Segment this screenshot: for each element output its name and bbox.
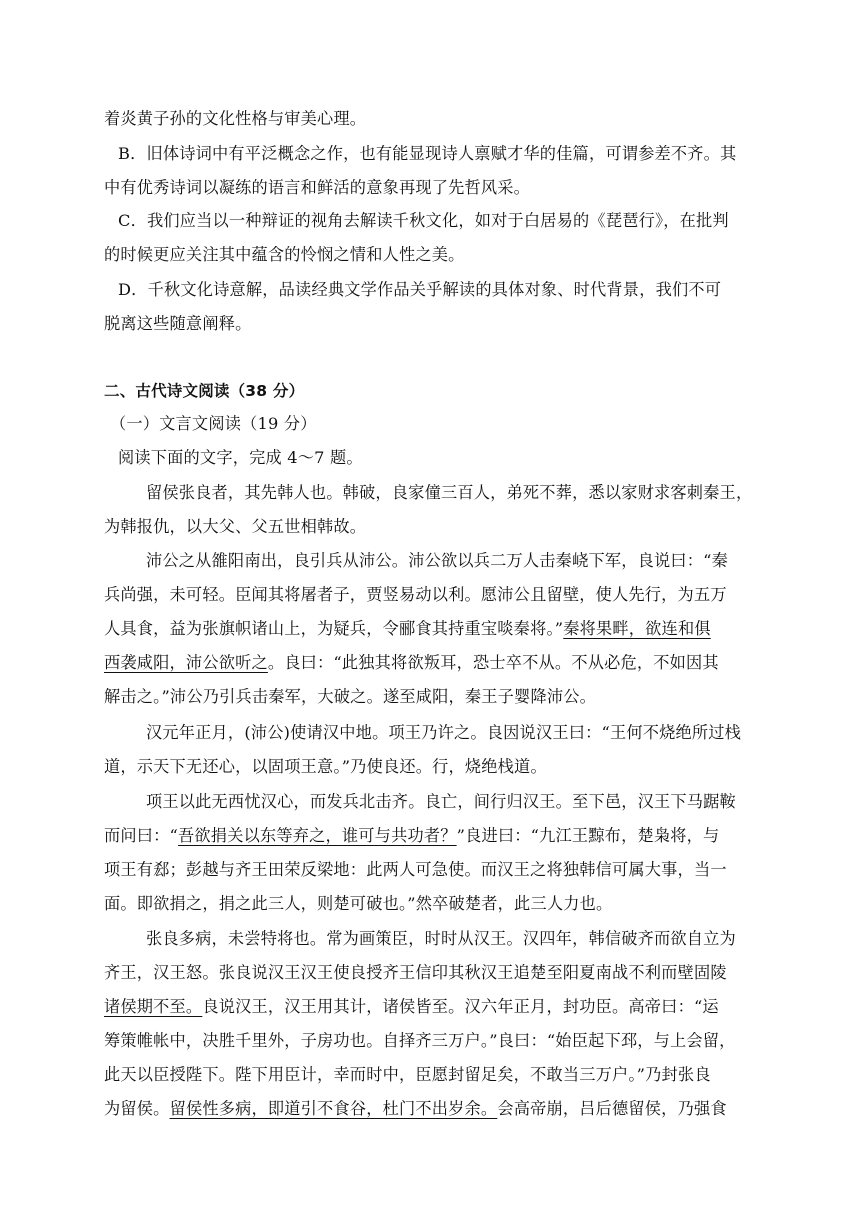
passage-para-3-line-2: 道，示天下无还心，以固项王意。”乃使良还。行，烧绝栈道。 [104,757,547,776]
underlined-sentence: 秦将果畔，欲连和俱 [563,619,711,638]
option-a-tail: 着炎黄子孙的文化性格与审美心理。 [104,109,367,128]
underlined-sentence: 西袭咸阳，沛公欲听之 [104,653,268,672]
line-text: 而问曰：“ [104,826,179,845]
line-text: ”良进曰：“九江王黥布，楚枭将，与 [456,826,720,845]
passage-para-3-line-1: 汉元年正月，(沛公)使请汉中地。项王乃许之。良因说汉王曰：“王何不烧绝所过栈 [146,723,742,742]
passage-para-2-line-2: 兵尚强，未可轻。臣闻其将屠者子，贾竖易动以利。愿沛公且留壁，使人先行，为五万 [104,585,727,604]
passage-para-5-line-3 [104,996,719,1018]
passage-para-2-line-1: 沛公之从雒阳南出，良引兵从沛公。沛公欲以兵二万人击秦峣下军，良说曰：“秦 [146,551,729,570]
option-c-line-1: C．我们应当以一种辩证的视角去解读千秋文化，如对于白居易的《琵琶行》，在批判 [118,211,729,230]
option-d-line-1: D．千秋文化诗意解，品读经典文学作品关乎解读的具体对象、时代背景，我们不可 [118,280,722,299]
line-text: 为留侯。 [104,1099,170,1118]
passage-para-1-line-2: 为韩报仇，以大父、父五世相韩故。 [104,517,367,536]
passage-para-5-line-4: 筹策帷帐中，决胜千里外，子房功也。自择齐三万户。”良曰：“始臣起下邳，与上会留， [104,1031,736,1050]
passage-para-4-line-3: 项王有郄；彭越与齐王田荣反梁地：此两人可急使。而汉王之将独韩信可属大事，当一 [104,860,727,879]
option-b-line-2: 中有优秀诗词以凝练的语言和鲜活的意象再现了先哲风采。 [104,178,531,197]
option-b-line-1: B．旧体诗词中有平泛概念之作，也有能显现诗人禀赋才华的佳篇，可谓参差不齐。其 [118,144,737,163]
passage-para-5-line-2: 齐王，汉王怒。张良说汉王汉王使良授齐王信印其秋汉王追楚至阳夏南战不利而壁固陵 [104,963,727,982]
passage-para-4-line-2 [104,825,719,847]
line-text: 良说汉王，汉王用其计，诸侯皆至。汉六年正月，封功臣。高帝曰：“运 [202,997,719,1016]
passage-para-4-line-4: 面。即欲捐之，捐之此三人，则楚可破也。”然卒破楚者，此三人力也。 [104,894,613,913]
underlined-sentence: 诸侯期不至。 [104,997,203,1016]
option-c-line-2: 的时候更应关注其中蕴含的怜悯之情和人性之美。 [104,245,465,264]
option-d-line-2: 脱离这些随意阐释。 [104,314,252,333]
passage-para-2-line-4 [104,652,719,674]
line-text: 会高帝崩，吕后德留侯，乃强食 [497,1099,727,1118]
passage-para-1-line-1: 留侯张良者，其先韩人也。韩破，良家僮三百人，弟死不葬，悉以家财求客刺秦王， [146,483,753,502]
passage-para-5-line-5: 此天以臣授陛下。陛下用臣计，幸而时中，臣愿封留足矣，不敢当三万户。”乃封张良 [104,1065,711,1084]
passage-para-4-line-1: 项王以此无西忧汉心，而发兵北击齐。良亡，间行归汉王。至下邑，汉王下马踞鞍 [146,792,736,811]
passage-para-5-line-6 [104,1098,727,1120]
passage-para-5-line-1: 张良多病，未尝特将也。常为画策臣，时时从汉王。汉四年，韩信破齐而欲自立为 [146,929,736,948]
passage-para-2-line-5: 解击之。”沛公乃引兵击秦军，大破之。遂至咸阳，秦王子婴降沛公。 [104,687,596,706]
section-heading: 二、古代诗文阅读（38 分） [104,382,305,400]
instruction-text: 阅读下面的文字，完成 4～7 题。 [118,448,363,467]
underlined-sentence: 吾欲捐关以东等弃之，谁可与共功者？ [178,826,457,845]
line-text: 。良曰：“此独其将欲叛耳，恐士卒不从。不从必危，不如因其 [267,653,719,672]
underlined-sentence: 留侯性多病，即道引不食谷，杜门不出岁余。 [169,1099,498,1118]
subsection-heading: （一）文言文阅读（19 分） [110,414,317,433]
passage-para-2-line-3 [104,618,711,640]
line-text: 人具食，益为张旗帜诸山上，为疑兵，令郦食其持重宝啖秦将。” [104,619,564,638]
